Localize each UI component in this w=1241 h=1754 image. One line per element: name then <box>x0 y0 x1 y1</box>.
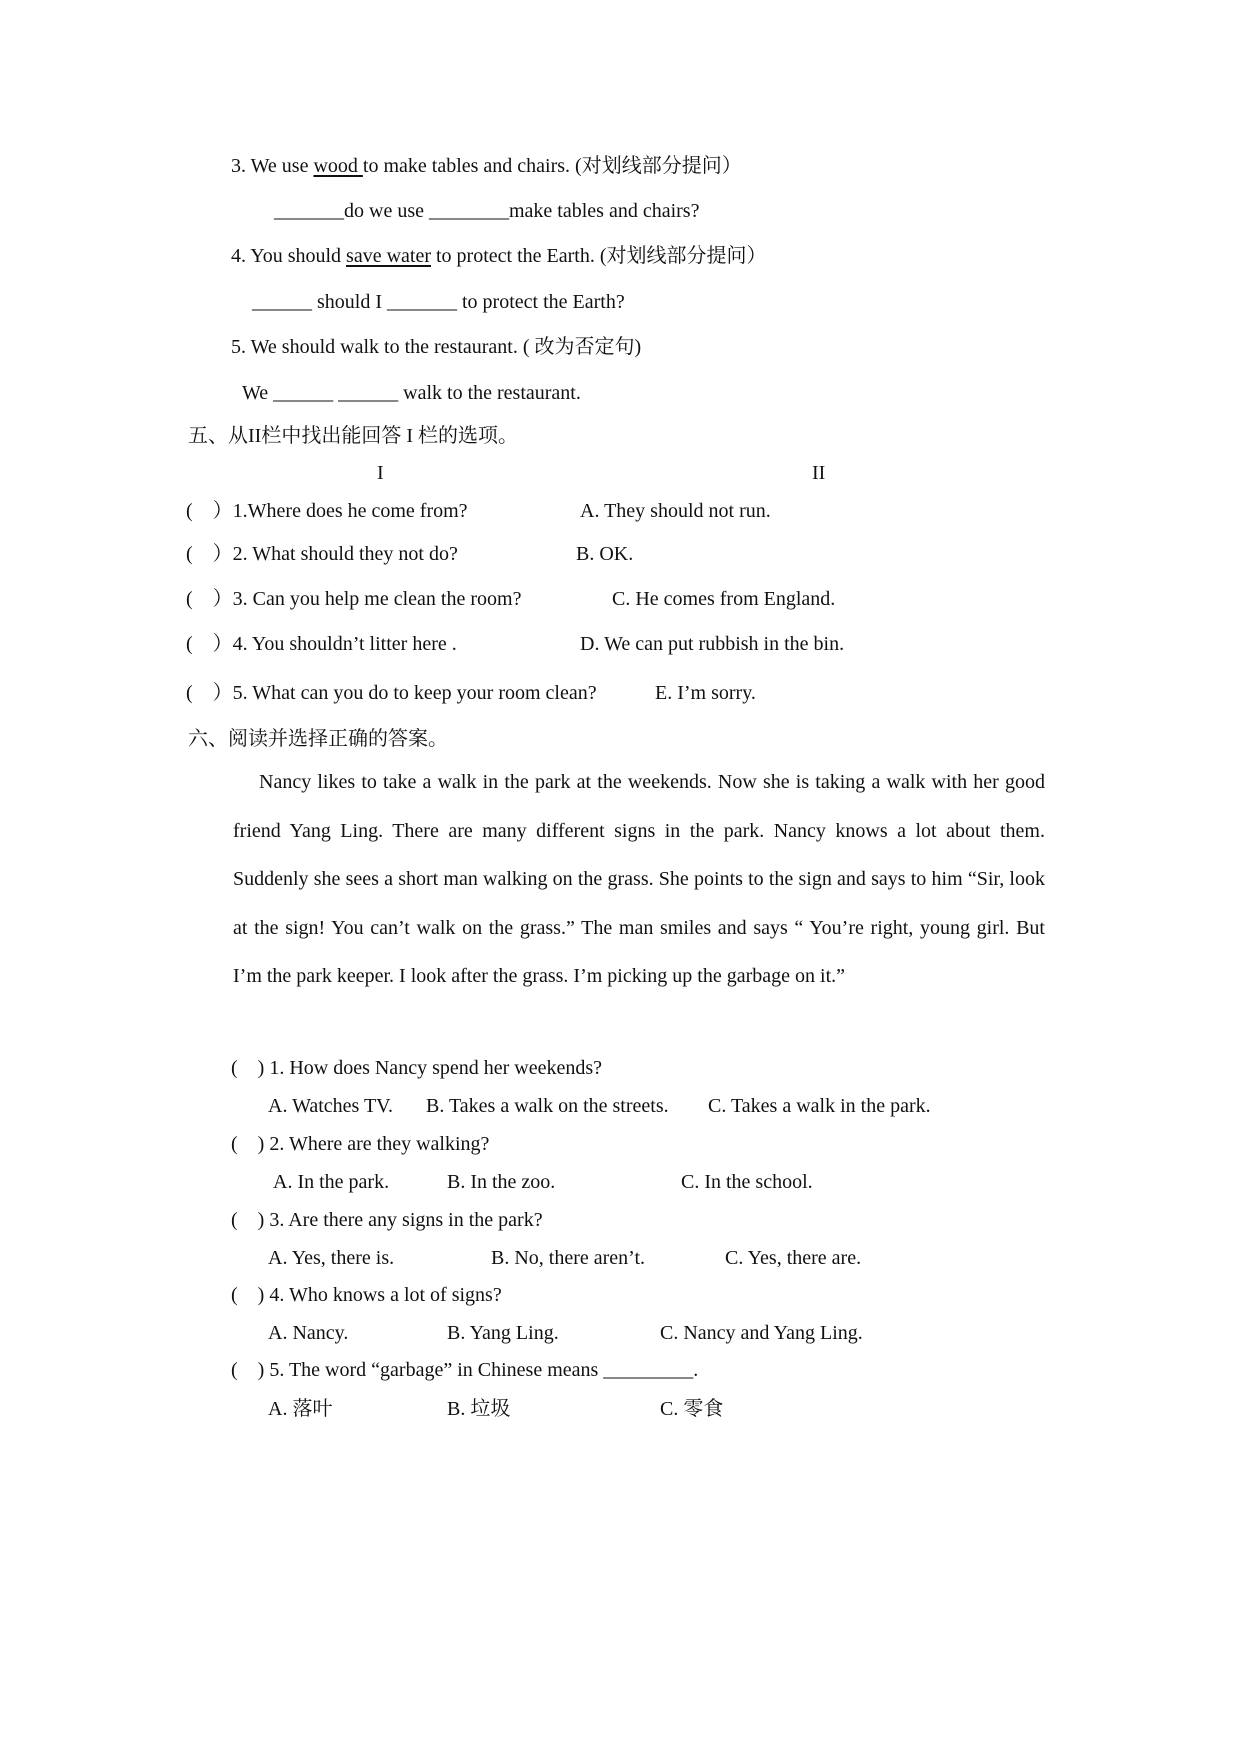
question-4-answer-line: ______ should I _______ to protect the Earth? <box>252 291 625 313</box>
matching-question-1: ( ）1.Where does he come from? <box>186 500 468 522</box>
matching-question-2: ( ）2. What should they not do? <box>186 543 458 565</box>
q2-option-c: C. In the school. <box>681 1171 813 1193</box>
reading-question-2: ( ) 2. Where are they walking? <box>231 1133 490 1155</box>
matching-answer-b: B. OK. <box>576 543 634 565</box>
q5-option-b: B. 垃圾 <box>447 1398 511 1420</box>
q2-option-a: A. In the park. <box>273 1171 390 1193</box>
section-5-title: 五、从II栏中找出能回答 I 栏的选项。 <box>188 425 518 447</box>
q3-option-b: B. No, there aren’t. <box>491 1247 646 1269</box>
q2-option-b: B. In the zoo. <box>447 1171 556 1193</box>
q3-option-a: A. Yes, there is. <box>268 1247 395 1269</box>
q4-option-a: A. Nancy. <box>268 1322 349 1344</box>
q5-option-a: A. 落叶 <box>268 1398 333 1420</box>
matching-answer-c: C. He comes from England. <box>612 588 836 610</box>
matching-answer-e: E. I’m sorry. <box>655 682 756 704</box>
q1-option-b: B. Takes a walk on the streets. <box>426 1095 669 1117</box>
q5-option-c: C. 零食 <box>660 1398 724 1420</box>
q3-option-c: C. Yes, there are. <box>725 1247 862 1269</box>
question-5-answer-line: We ______ ______ walk to the restaurant. <box>242 382 581 404</box>
reading-question-5: ( ) 5. The word “garbage” in Chinese means _________. <box>231 1359 699 1381</box>
question-4-prompt: 4. You should save water to protect the Earth. (对划线部分提问） <box>231 245 767 267</box>
question-3-prompt: 3. We use wood to make tables and chairs. (对划线部分提问） <box>231 155 742 177</box>
matching-question-4: ( ）4. You shouldn’t litter here . <box>186 633 457 655</box>
reading-question-3: ( ) 3. Are there any signs in the park? <box>231 1209 543 1231</box>
matching-answer-a: A. They should not run. <box>580 500 771 522</box>
q4-option-b: B. Yang Ling. <box>447 1322 559 1344</box>
q1-option-c: C. Takes a walk in the park. <box>708 1095 931 1117</box>
q4-option-c: C. Nancy and Yang Ling. <box>660 1322 863 1344</box>
column-1-header: I <box>377 462 384 484</box>
q1-option-a: A. Watches TV. <box>268 1095 394 1117</box>
underlined-word: wood <box>313 155 363 177</box>
matching-question-3: ( ）3. Can you help me clean the room? <box>186 588 522 610</box>
question-5-prompt: 5. We should walk to the restaurant. ( 改为否定句) <box>231 336 642 358</box>
reading-passage: Nancy likes to take a walk in the park at the weekends. Now she is taking a walk with her good friend Yang Ling. There are many different signs in the park. Nancy knows a lot about them. Suddenly she sees a short man walking on the grass. She points to the sign and says to him “Sir, look at the sign! You can’t walk on the grass.” The man smiles and says “ You’re right, young girl. But I’m the park keeper. I look after the grass. I’m picking up the garbage on it.” <box>233 771 1045 987</box>
reading-question-1: ( ) 1. How does Nancy spend her weekends? <box>231 1057 602 1079</box>
matching-answer-d: D. We can put rubbish in the bin. <box>580 633 845 655</box>
question-3-answer-line: _______do we use ________make tables and chairs? <box>274 200 700 222</box>
matching-question-5: ( ）5. What can you do to keep your room clean? <box>186 682 597 704</box>
column-2-header: II <box>812 462 826 484</box>
underlined-phrase: save water <box>346 245 431 267</box>
reading-question-4: ( ) 4. Who knows a lot of signs? <box>231 1284 502 1306</box>
section-6-title: 六、阅读并选择正确的答案。 <box>188 728 448 750</box>
